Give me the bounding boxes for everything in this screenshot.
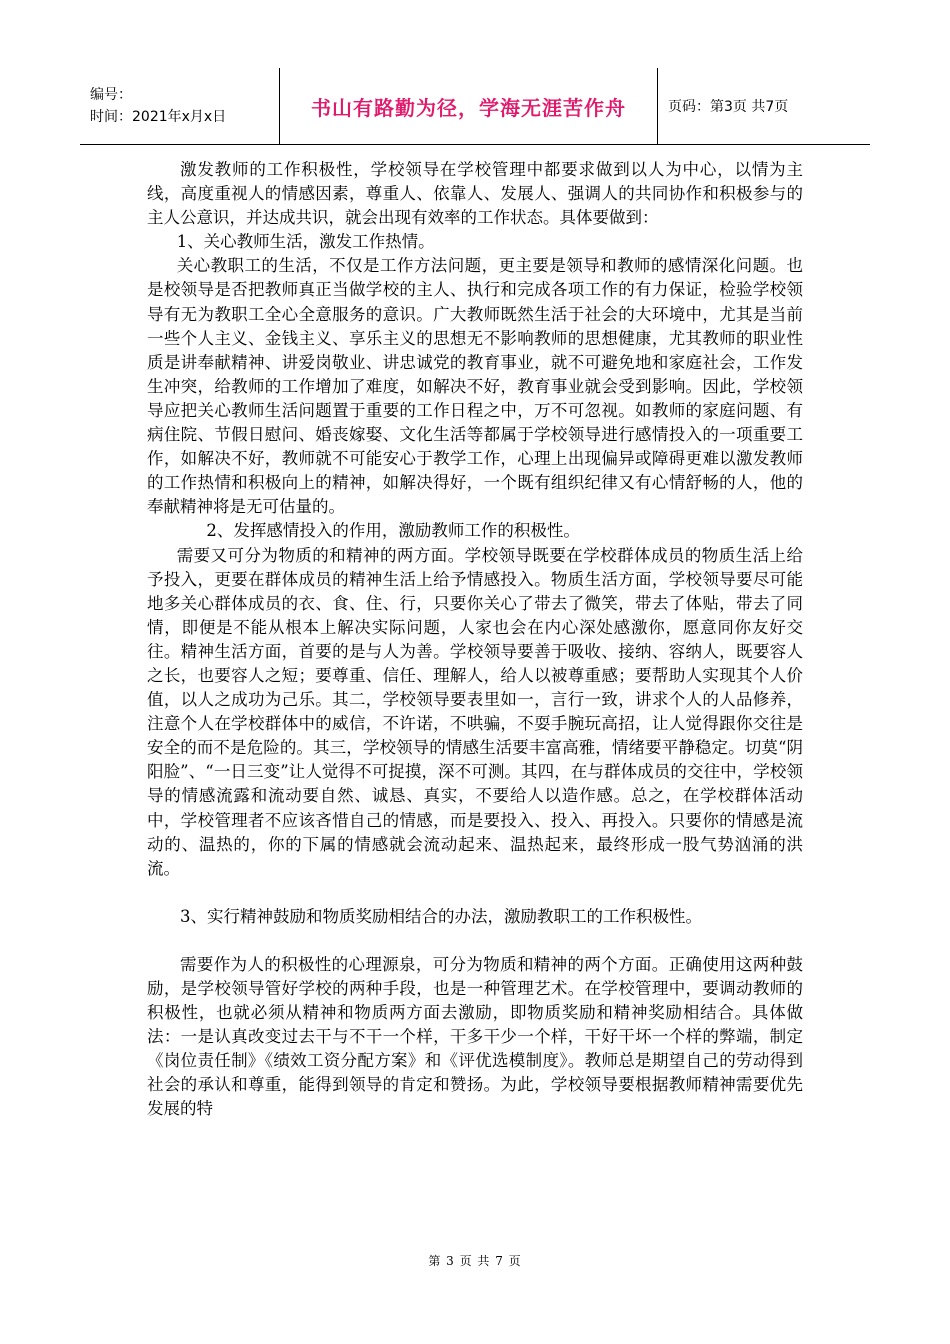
document-date-label: 时间：2021年x月x日 bbox=[90, 109, 227, 125]
spacer bbox=[147, 881, 803, 905]
paragraph-section-2: 需要又可分为物质的和精神的两方面。学校领导既要在学校群体成员的物质生活上给予投入，更要在群体成员的精神生活上给予情感投入。物质生活方面，学校领导要尽可能地多关心群体成员的衣、食、住、行，只要你关心了带去了微笑，带去了体贴，带去了同情，即便是不能从根本上解决实际问题，人家也会在内心深处感激你，愿意同你友好交往。精神生活方面，首要的是与人为善。学校领导要善于吸收、接纳、容纳人，既要容人之长，也要容人之短；要尊重、信任、理解人，给人以被尊重感；要帮助人实现其个人价值，以人之成功为己乐。其二，学校领导要表里如一，言行一致，讲求个人的人品修养，注意个人在学校群体中的威信，不许诺，不哄骗，不耍手腕玩高招，让人觉得跟你交往是安全的而不是危险的。其三，学校领导的情感生活要丰富高雅，情绪要平静稳定。切莫“阴阳脸”、“一日三变”让人觉得不可捉摸，深不可测。其四，在与群体成员的交往中，学校领导的情感流露和流动要自然、诚恳、真实，不要给人以造作感。总之，在学校群体活动中，学校管理者不应该吝惜自己的情感，而是要投入、投入、再投入。只要你的情感是流动的、温热的，你的下属的情感就会流动起来、温热起来，最终形成一股气势汹涌的洪流。 bbox=[147, 545, 803, 878]
motto-text: 书山有路勤为径，学海无涯苦作舟 bbox=[311, 95, 626, 120]
page-footer: 第 3 页 共 7 页 bbox=[428, 1254, 522, 1268]
section-heading-3: 3、实行精神鼓励和物质奖励相结合的办法，激励教职工的工作积极性。 bbox=[180, 906, 702, 926]
paragraph-section-1: 关心教职工的生活，不仅是工作方法问题，更主要是领导和教师的感情深化问题。也是校领导是否把教师真正当做学校的主人、执行和完成各项工作的有力保证，检验学校领导有无为教职工全心全意服务的意识。广大教师既然生活于社会的大环境中，尤其是当前一些个人主义、金钱主义、享乐主义的思想无不影响教师的思想健康，尤其教师的职业性质是讲奉献精神、讲爱岗敬业、讲忠诚党的教育事业，就不可避免地和家庭社会，工作发生冲突，给教师的工作增加了难度，如解决不好，教育事业就会受到影响。因此，学校领导应把关心教师生活问题置于重要的工作日程之中，万不可忽视。如教师的家庭问题、有病住院、节假日慰问、婚丧嫁娶、文化生活等都属于学校领导进行感情投入的一项重要工作，如解决不好，教师就不可能安心于教学工作，心理上出现偏异或障碍更难以激发教师的工作热情和积极向上的精神，如解决得好，一个既有组织纪律又有心情舒畅的人，他的奉献精神将是无可估量的。 bbox=[147, 256, 803, 517]
header-page-cell bbox=[658, 68, 870, 144]
paragraph-section-3: 需要作为人的积极性的心理源泉，可分为物质和精神的两个方面。正确使用这两种鼓励，是学校领导管好学校的两种手段，也是一种管理艺术。在学校管理中，要调动教师的积极性，也就必须从精神和物质两方面去激励，即物质奖励和精神奖励相结合。具体做法：一是认真改变过去干与不干一个样，干多干少一个样，干好干坏一个样的弊端，制定《岗位责任制》《绩效工资分配方案》和《评优选模制度》。教师总是期望自己的劳动得到社会的承认和尊重，能得到领导的肯定和赞扬。为此，学校领导要根据教师精神需要优先发展的特 bbox=[147, 954, 803, 1119]
paragraph-intro: 激发教师的工作积极性，学校领导在学校管理中都要求做到以人为中心，以情为主线，高度重视人的情感因素，尊重人、依靠人、发展人、强调人的共同协作和积极参与的主人公意识，并达成共识，就会出现有效率的工作状态。具体要做到： bbox=[147, 160, 803, 228]
section-heading-1: 1、关心教师生活，激发工作热情。 bbox=[176, 232, 435, 252]
spacer bbox=[147, 929, 803, 953]
header-motto-cell bbox=[280, 68, 658, 144]
document-body bbox=[147, 158, 803, 1122]
header-page-label: 页码：第3页 共7页 bbox=[668, 99, 789, 115]
section-heading-2: 2、发挥感情投入的作用，激励教师工作的积极性。 bbox=[206, 521, 580, 541]
document-number-label: 编号： bbox=[90, 87, 132, 103]
page-header bbox=[80, 68, 870, 145]
header-meta bbox=[80, 68, 280, 144]
